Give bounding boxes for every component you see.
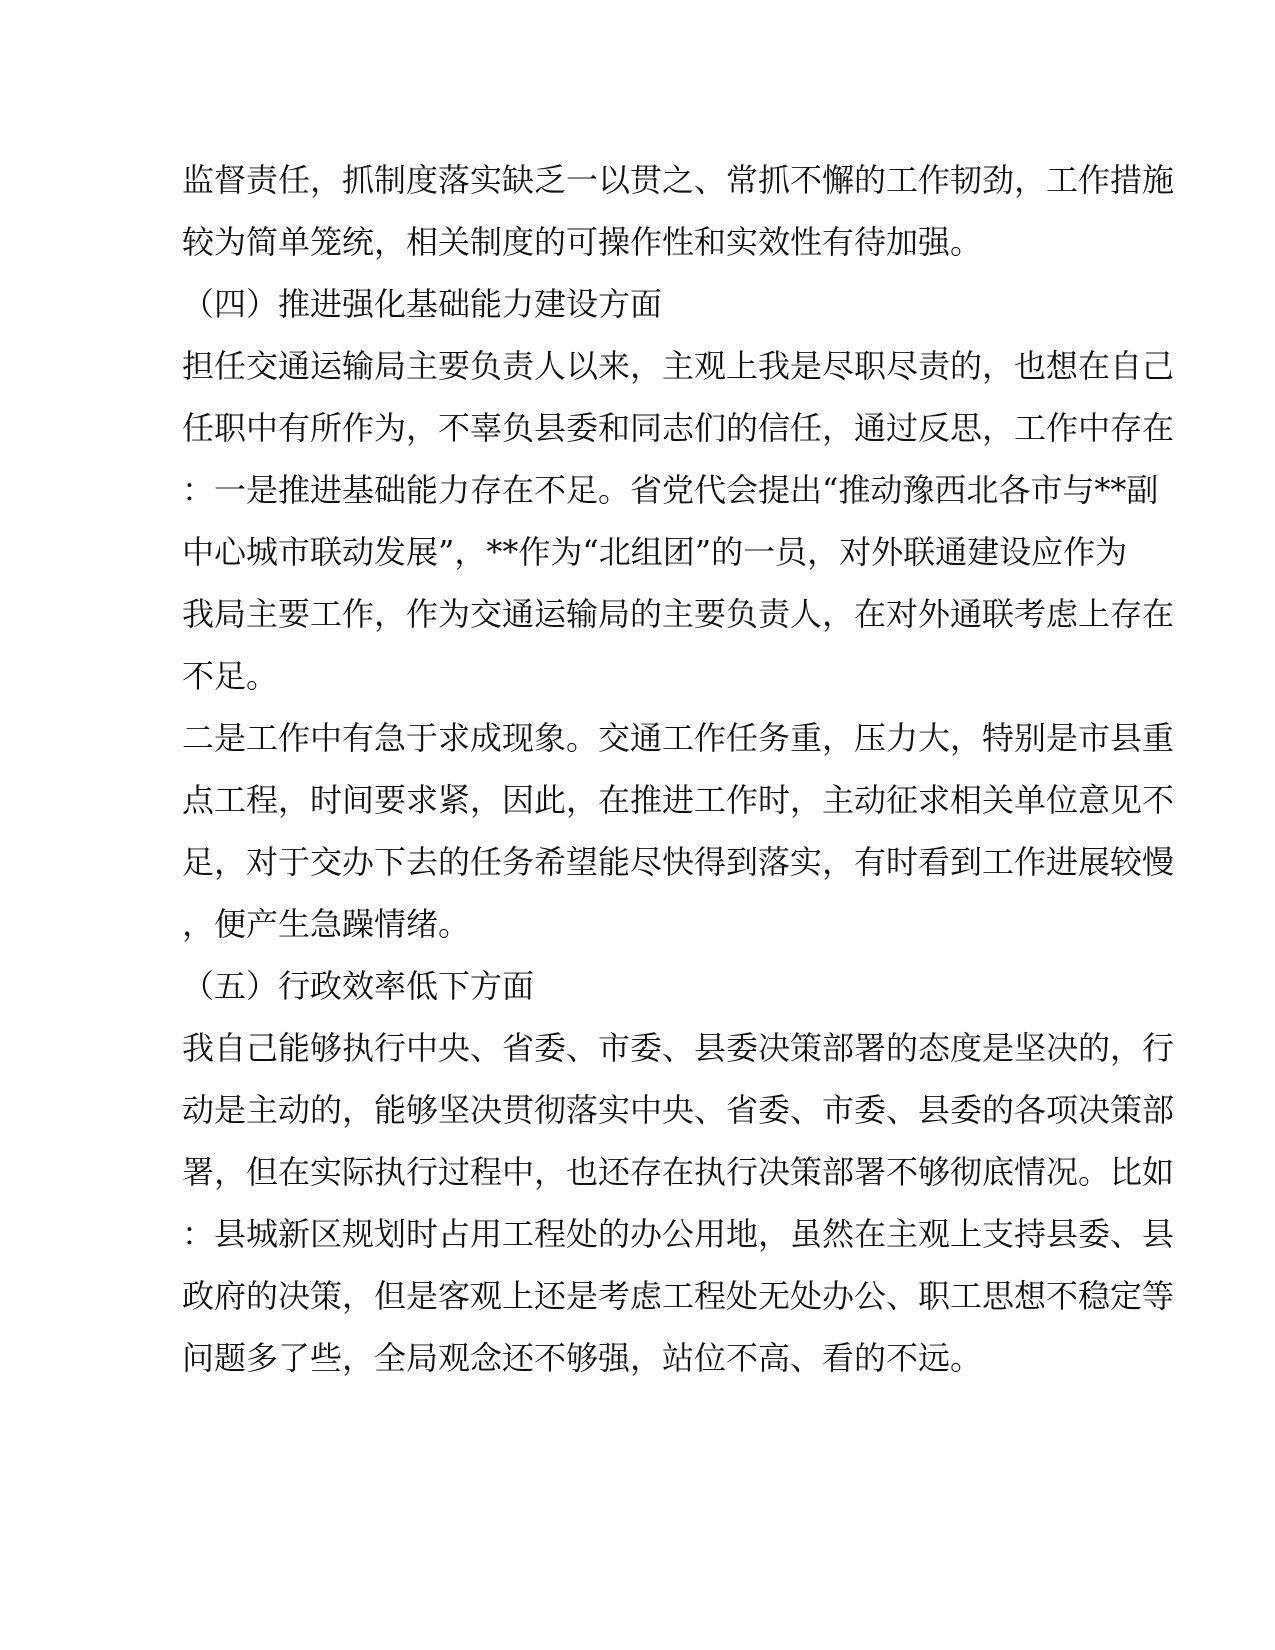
paragraph-line: 监督责任，抓制度落实缺乏一以贯之、常抓不懈的工作韧劲，工作措施 (182, 161, 1175, 199)
paragraph-line: 我局主要工作，作为交通运输局的主要负责人，在对外通联考虑上存在 (182, 595, 1175, 633)
section-heading-4: （四）推进强化基础能力建设方面 (182, 285, 663, 323)
paragraph-line: 问题多了些，全局观念还不够强，站位不高、看的不远。 (182, 1339, 983, 1377)
paragraph-line: 较为简单笼统，相关制度的可操作性和实效性有待加强。 (182, 223, 983, 261)
paragraph-line: 二是工作中有急于求成现象。交通工作任务重，压力大，特别是市县重 (182, 719, 1175, 757)
paragraph-line: 点工程，时间要求紧，因此，在推进工作时，主动征求相关单位意见不 (182, 781, 1175, 819)
paragraph-line: 不足。 (182, 657, 279, 695)
paragraph-line: 动是主动的，能够坚决贯彻落实中央、省委、市委、县委的各项决策部 (182, 1091, 1175, 1129)
paragraph-line: 足，对于交办下去的任务希望能尽快得到落实，有时看到工作进展较慢 (182, 843, 1175, 881)
paragraph-line: 担任交通运输局主要负责人以来，主观上我是尽职尽责的，也想在自己 (182, 347, 1175, 385)
paragraph-line: 政府的决策，但是客观上还是考虑工程处无处办公、职工思想不稳定等 (182, 1277, 1175, 1315)
paragraph-line: 任职中有所作为，不辜负县委和同志们的信任，通过反思，工作中存在 (182, 409, 1175, 447)
paragraph-line: 中心城市联动发展”，**作为“北组团”的一员，对外联通建设应作为 (182, 533, 1128, 571)
paragraph-line: ：一是推进基础能力存在不足。省党代会提出“推动豫西北各市与**副 (182, 471, 1159, 509)
paragraph-line: 署，但在实际执行过程中，也还存在执行决策部署不够彻底情况。比如 (182, 1153, 1175, 1191)
paragraph-line: ：县城新区规划时占用工程处的办公用地，虽然在主观上支持县委、县 (182, 1215, 1175, 1253)
section-heading-5: （五）行政效率低下方面 (182, 967, 535, 1005)
paragraph-line: 我自己能够执行中央、省委、市委、县委决策部署的态度是坚决的，行 (182, 1029, 1175, 1067)
paragraph-line: ，便产生急躁情绪。 (182, 905, 471, 943)
